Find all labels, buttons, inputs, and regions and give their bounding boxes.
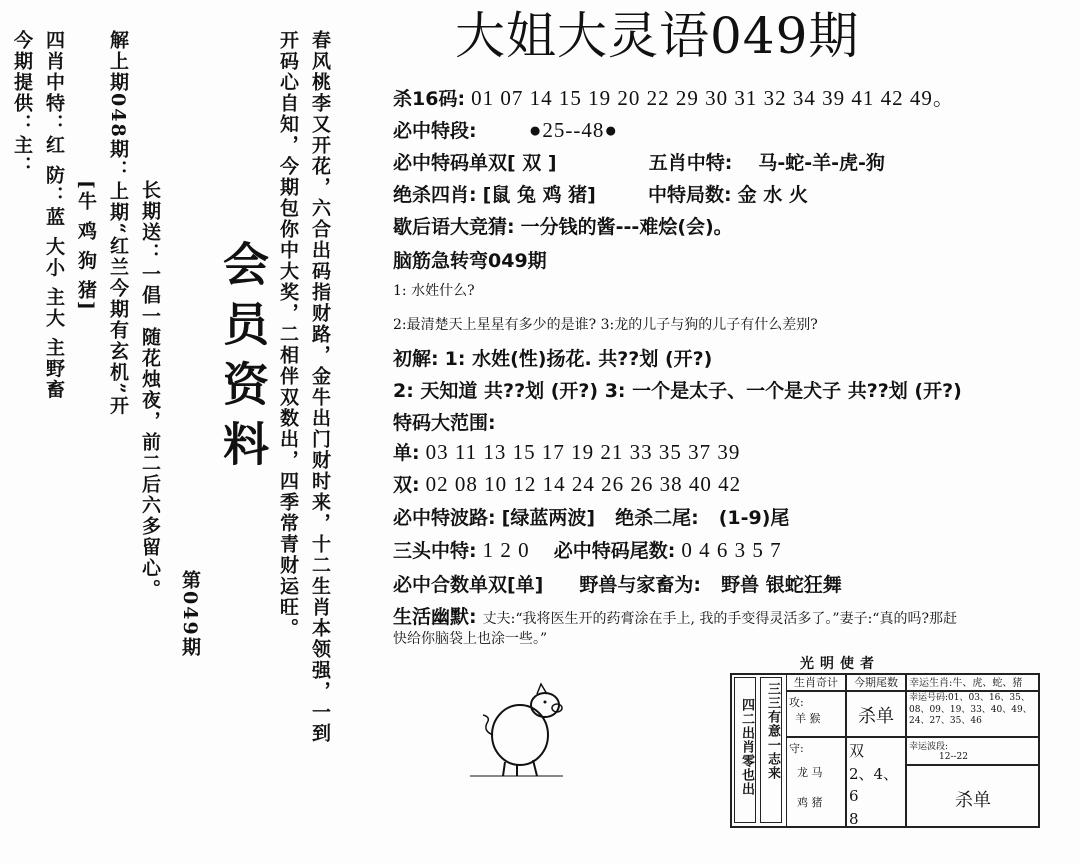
kill4-value: [鼠 兔 鸡 猪] (482, 184, 596, 206)
segment-row (393, 116, 618, 143)
sum-row (393, 570, 842, 597)
kill16-row (393, 82, 955, 112)
even-label: 双: (393, 474, 420, 496)
kill16-value: 01 07 14 15 19 20 22 29 30 31 32 34 39 41 42 49。 (471, 86, 955, 110)
answer-1-value: 1: 水姓(性)扬花. 共??划 (开?) (444, 348, 713, 370)
envoy-attack (786, 691, 846, 737)
wave-row (393, 503, 789, 530)
envoy-col-b: 三三有意一志来 (760, 677, 782, 823)
tail-label: 绝杀二尾: (615, 507, 699, 529)
wave-value: [绿蓝两波] (501, 507, 596, 529)
humor-label: 生活幽默: (393, 606, 477, 628)
envoy-col-a: 四二出肖零也出 (734, 677, 756, 823)
member-info-panel (11, 30, 360, 830)
envoy-table (730, 653, 1040, 828)
left-poem-col1: 春风桃李又开花，六合出码指财路，金牛出门财时来，十二生肖本领强，一到 (309, 30, 331, 744)
even-row (393, 470, 741, 497)
zodiac-value: 马-蛇-羊-虎-狗 (758, 152, 885, 174)
lucky-wave-value: 12--22 (939, 752, 968, 762)
even-value: 02 08 10 12 14 24 26 26 38 40 42 (425, 472, 742, 496)
envoy-h2: 今期尾数 (846, 673, 906, 691)
even-nums-cell: 2、4、6 (849, 764, 899, 805)
humor-line2-row (393, 628, 547, 648)
envoy-defense (786, 737, 846, 828)
left-zodiac-set: [牛 鸡 狗 猪] (75, 180, 97, 312)
even-nums-cell-2: 8 (849, 809, 859, 828)
envoy-kill-single-2: 杀单 (906, 765, 1040, 828)
oddeven-label: 必中特码单双[ 双 ] (393, 152, 557, 174)
xiehouyu-value: 一分钱的酱---难烩(会)。 (520, 216, 733, 238)
left-last-issue: 解上期048期：上期“红兰今期有玄机”开 (107, 30, 129, 417)
attack-label: 攻: (789, 696, 804, 709)
left-longterm: 长期送：一倡一随花烛夜，前二后六多留心。 (139, 180, 161, 600)
humor-line1: 丈夫:“我将医生开的药膏涂在手上, 我的手变得灵活多了。”妻子:“真的吗?那赶 (482, 611, 957, 627)
tails-value: 0 4 6 3 5 7 (681, 538, 782, 562)
wave-label: 必中特波路: (393, 507, 496, 529)
lucky-wave-label: 幸运波段: (909, 742, 949, 752)
defense-value-2: 鸡 猪 (797, 796, 823, 809)
issue-label: 第049期 (179, 570, 201, 658)
heads-value: 1 2 0 (482, 538, 530, 562)
defense-label: 守: (789, 742, 804, 755)
lucky-nums-value: 01、03、16、35、08、09、19、33、40、49、24、27、35、46 (909, 693, 1032, 727)
kill4-label: 绝杀四肖: (393, 184, 477, 206)
left-poem-col2: 开码心自知，今期包你中大奖，二相伴双数出，四季常青财运旺。 (277, 30, 299, 639)
segment-value: ●25--48● (528, 118, 619, 142)
tails-label: 必中特码尾数: (553, 540, 676, 562)
defense-value-1: 龙 马 (797, 766, 823, 779)
odd-row (393, 438, 740, 465)
left-provider: 今期提供：主： (11, 30, 33, 177)
riddle-title-text: 脑筋急转弯049期 (393, 250, 547, 272)
odd-label: 单: (393, 442, 420, 464)
zodiac-label: 五肖中特: (648, 152, 733, 174)
riddle-q2-text: 2:最清楚天上星星有多少的是谁? 3:龙的儿子与狗的儿子有什么差别? (393, 317, 818, 333)
sum-label: 必中合数单双[单] (393, 574, 544, 596)
pig-body (492, 705, 548, 765)
envoy-lucky: 幸运生肖:牛、虎、蛇、猪 (906, 673, 1040, 691)
xiehouyu-row (393, 212, 733, 239)
page-title: 大姐大灵语049期 (455, 7, 860, 65)
tail-value: (1-9)尾 (718, 507, 790, 529)
elem-label: 中特局数: (647, 184, 732, 206)
even-label-cell: 双 (849, 742, 865, 760)
animal-label: 野兽与家畜为: (579, 574, 702, 596)
heads-row (393, 536, 782, 563)
range-title-text: 特码大范围: (393, 412, 496, 434)
left-four-zodiac: 四肖中特：红 防：蓝 大小 主大 主野畜 (43, 30, 65, 401)
envoy-title: 光明使者 (800, 656, 880, 672)
animal-value: 野兽 银蛇狂舞 (721, 574, 842, 596)
answer-2-value: 2: 天知道 共??划 (开?) 3: 一个是太子、一个是犬子 共??划 (开?) (393, 380, 962, 402)
answer-2-row (393, 376, 962, 403)
envoy-h1: 生肖奇计 (786, 673, 846, 691)
humor-line2: 快给你脑袋上也涂一些。” (393, 631, 548, 647)
oddeven-row (393, 148, 885, 175)
pig-illustration (465, 680, 565, 780)
humor-row (393, 602, 957, 629)
riddle-q2 (393, 314, 818, 334)
envoy-lucky-wave (906, 737, 1040, 765)
pig-eye (544, 701, 547, 704)
segment-label: 必中特段: (393, 120, 477, 142)
elem-value: 金 水 火 (737, 184, 808, 206)
lucky-nums-label: 幸运号码: (909, 693, 949, 703)
riddle-title (393, 246, 547, 273)
envoy-kill-single: 杀单 (846, 691, 906, 737)
attack-value: 羊 猴 (795, 712, 821, 725)
envoy-lucky-nums (906, 691, 1040, 737)
range-title (393, 408, 496, 435)
member-info-heading: 会员资料 (216, 240, 270, 480)
xiehouyu-label: 歇后语大竞猜: (393, 216, 515, 238)
odd-value: 03 11 13 15 17 19 21 33 35 37 39 (425, 440, 741, 464)
answer-1-row (393, 344, 712, 371)
kill16-label: 杀16码: (393, 88, 466, 110)
envoy-even (846, 737, 906, 828)
riddle-q1-text: 1: 水姓什么? (393, 283, 475, 299)
kill4-row (393, 180, 808, 207)
answer-label: 初解: (393, 348, 439, 370)
heads-label: 三头中特: (393, 540, 477, 562)
riddle-q1 (393, 280, 475, 300)
